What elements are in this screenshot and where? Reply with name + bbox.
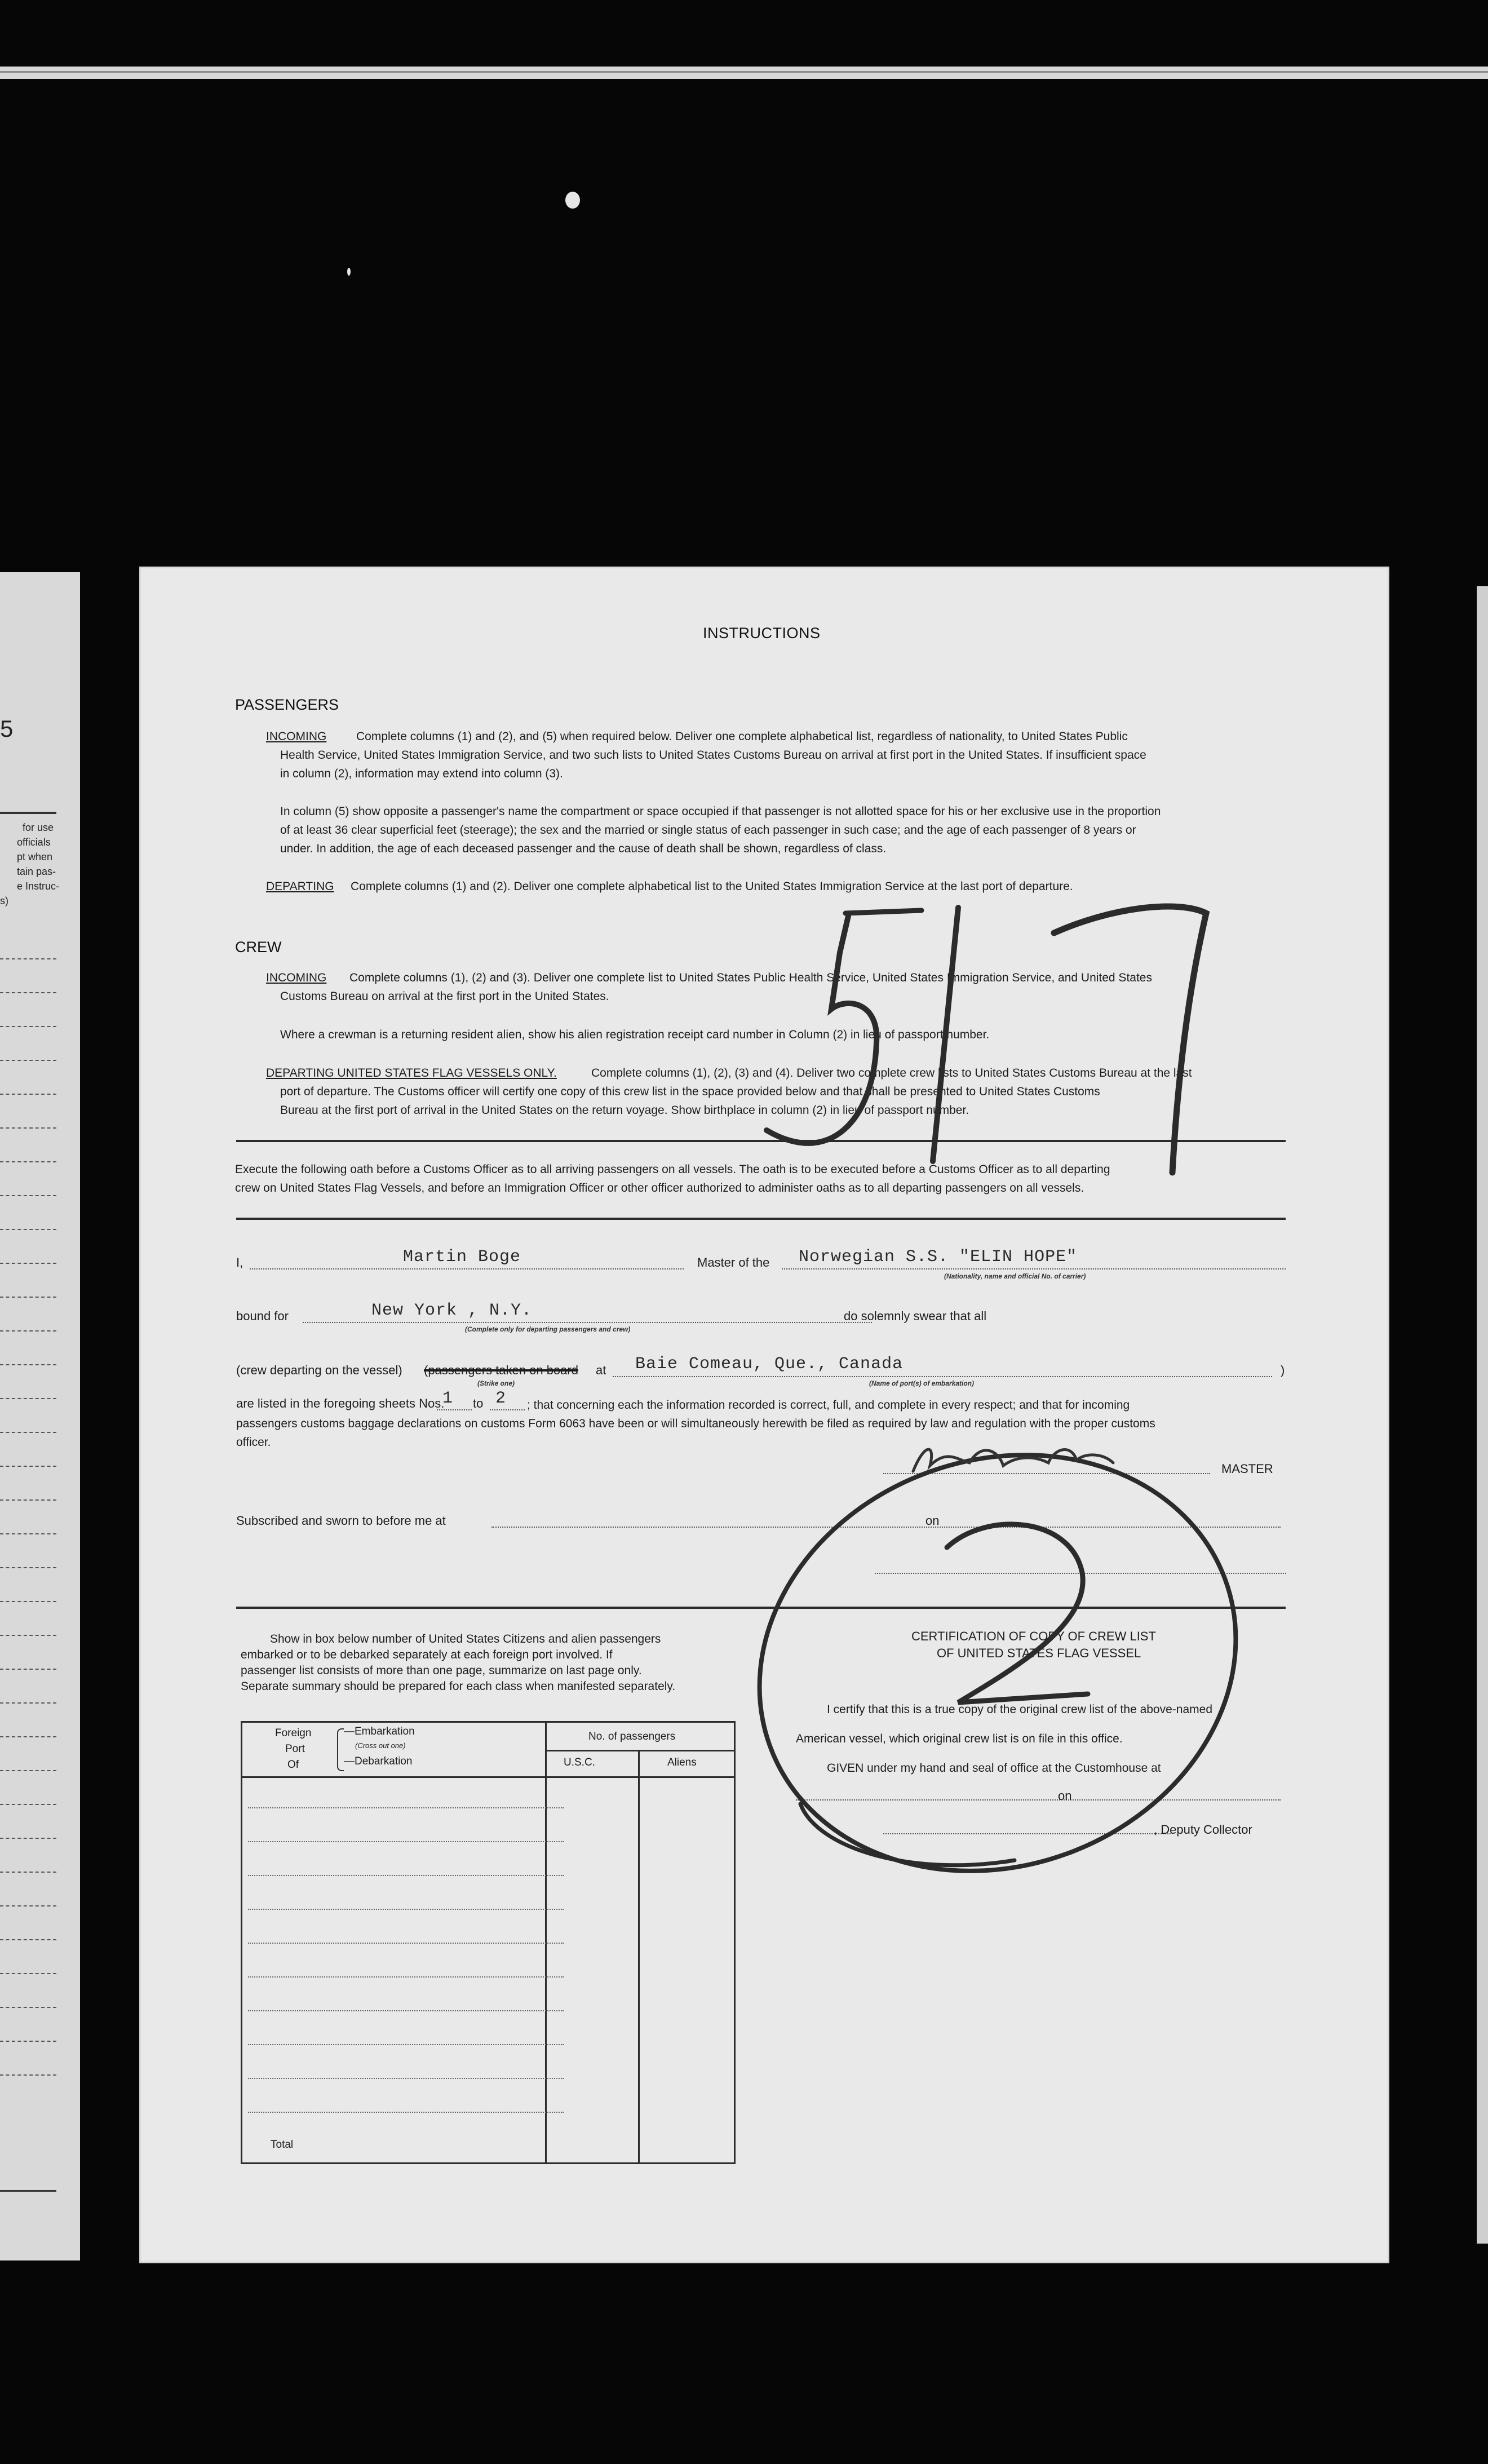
adjacent-left-page [0, 572, 80, 2260]
to-label: to [473, 1396, 484, 1410]
crew-incoming-text: Customs Bureau on arrival at the first port in the United States. [280, 990, 609, 1003]
embarkation-header: —Embarkation [344, 1726, 415, 1737]
adjacent-right-page [1477, 586, 1488, 2244]
table-row [248, 1909, 564, 1910]
left-page-dashes [0, 1364, 56, 1365]
aliens-header: Aliens [667, 1757, 697, 1768]
left-page-dashes [0, 1635, 56, 1636]
oath-instructions: Execute the following oath before a Customs Officer as to all arriving passengers on all vessels. The oath is to be executed before a Customs Officer as to all departing [235, 1163, 1110, 1176]
left-page-dashes [0, 1499, 56, 1501]
left-page-rule [0, 2190, 56, 2192]
passengers-incoming-label: INCOMING [266, 730, 327, 743]
summary-instructions: Separate summary should be prepared for each class when manifested separately. [241, 1680, 676, 1693]
left-page-dashes [0, 1127, 56, 1129]
table-column-divider [638, 1750, 640, 2162]
vessel-name: Norwegian S.S. "ELIN HOPE" [799, 1248, 1078, 1267]
table-row [248, 1841, 564, 1842]
table-row [248, 2044, 564, 2045]
subscribed-line [491, 1527, 1281, 1528]
left-page-dashes [0, 1263, 56, 1264]
left-page-dashes [0, 1229, 56, 1230]
left-page-dashes [0, 1838, 56, 1839]
deputy-collector-label: , Deputy Collector [1154, 1822, 1252, 1837]
crew-departing-text: Complete columns (1), (2), (3) and (4). Deliver two complete crew lists to United States Customs Bureau at the last [591, 1067, 1192, 1080]
certification-title: OF UNITED STATES FLAG VESSEL [937, 1646, 1141, 1660]
left-page-digit: 5 [0, 715, 14, 742]
section-divider [236, 1140, 1286, 1142]
sheet-from: 1 [442, 1389, 454, 1408]
passengers-column5-text: under. In addition, the age of each deceased passenger and the cause of death shall be shown, regardless of class. [280, 842, 887, 855]
at-label: at [596, 1363, 606, 1377]
solemnly-swear-label: do solemnly swear that all [844, 1309, 987, 1323]
left-page-dashes [0, 1601, 56, 1602]
bound-for-value: New York , N.Y. [371, 1301, 533, 1320]
bracket-icon [337, 1728, 344, 1771]
left-page-dashes [0, 1297, 56, 1298]
bound-for-label: bound for [236, 1309, 289, 1323]
sheet-to-line [490, 1409, 525, 1410]
left-page-note: officials [17, 837, 51, 848]
left-page-note: s) [0, 895, 8, 906]
left-page-dashes [0, 1770, 56, 1771]
passengers-heading: PASSENGERS [235, 696, 339, 713]
table-header-bottom [242, 1776, 734, 1778]
left-page-dashes [0, 1432, 56, 1433]
port-of-embarkation: Baie Comeau, Que., Canada [635, 1355, 904, 1374]
passengers-incoming-text: Complete columns (1) and (2), and (5) when required below. Deliver one complete alphabetical list, regardless of nationality, to United States Public [356, 730, 1128, 743]
summary-instructions: Show in box below number of United States Citizens and alien passengers [270, 1633, 661, 1645]
bound-for-line [303, 1322, 872, 1323]
left-page-dashes [0, 1804, 56, 1805]
certification-given: GIVEN under my hand and seal of office at the Customhouse at [827, 1762, 1161, 1775]
total-label: Total [271, 2139, 294, 2151]
left-page-dashes [0, 1026, 56, 1027]
certification-line [796, 1799, 1281, 1801]
crew-departing-text: Bureau at the first port of arrival in the United States on the return voyage. Show birthplace in column (2) in lieu of passport number. [280, 1104, 969, 1117]
on-label: on [925, 1514, 940, 1528]
master-name: Martin Boge [403, 1248, 521, 1267]
crew-incoming-text: Complete columns (1), (2) and (3). Deliver one complete list to United States Public Health Service, United States Immigration Service, and United States [349, 971, 1152, 984]
passenger-summary-table [241, 1721, 736, 2164]
port-header: Port [285, 1743, 305, 1755]
left-page-dashes [0, 1330, 56, 1331]
certification-title: CERTIFICATION OF COPY OF CREW LIST [911, 1629, 1156, 1643]
table-row [248, 2078, 564, 2079]
certification-on-label: on [1058, 1789, 1072, 1803]
left-page-rule [0, 812, 56, 814]
page-title: INSTRUCTIONS [703, 625, 821, 642]
left-page-dashes [0, 1466, 56, 1467]
passengers-column5-text: of at least 36 clear superficial feet (steerage); the sex and the married or single status of each passenger in such case; and the age of each passenger of 8 years or [280, 824, 1136, 837]
left-page-dashes [0, 2041, 56, 2042]
oath-statement: ; that concerning each the information recorded is correct, full, and complete in every respect; and that for incoming [527, 1399, 1130, 1412]
crew-departing-text: port of departure. The Customs officer will certify one copy of this crew list in the space provided below and that shall be presented to United States Customs [280, 1085, 1100, 1098]
left-page-dashes [0, 1567, 56, 1568]
film-top-strip [0, 67, 1488, 79]
certification-text: American vessel, which original crew list is on file in this office. [796, 1732, 1123, 1745]
section-divider [236, 1218, 1286, 1220]
passengers-departing-label: DEPARTING [266, 880, 334, 893]
master-of-label: Master of the [697, 1255, 770, 1269]
left-page-dashes [0, 2007, 56, 2008]
left-page-dashes [0, 1060, 56, 1061]
left-page-dashes [0, 1398, 56, 1399]
table-row [248, 1807, 564, 1808]
left-page-dashes [0, 1702, 56, 1704]
table-row [248, 2010, 564, 2011]
subscribed-label: Subscribed and sworn to before me at [236, 1514, 446, 1528]
left-page-note: for use [23, 822, 54, 833]
summary-instructions: passenger list consists of more than one page, summarize on last page only. [241, 1664, 642, 1677]
crew-incoming-label: INCOMING [266, 971, 327, 984]
master-name-line [250, 1268, 684, 1269]
passengers-column5-text: In column (5) show opposite a passenger's name the compartment or space occupied if that passenger is not allotted space for his or her exclusive use in the proportion [280, 805, 1161, 818]
passengers-incoming-text: Health Service, United States Immigration Service, and two such lists to United States Customs Bureau on arrival at first port in the United States. If insufficient space [280, 749, 1146, 762]
foreign-header: Foreign [275, 1727, 312, 1739]
crew-heading: CREW [235, 939, 282, 955]
port-line [613, 1376, 1272, 1377]
bound-for-note: (Complete only for departing passengers and crew) [465, 1325, 631, 1333]
crew-resident-text: Where a crewman is a returning resident alien, show his alien registration receipt card number in Column (2) in lieu of passport number. [280, 1028, 990, 1041]
deputy-signature-line [883, 1833, 1171, 1834]
oath-instructions: crew on United States Flag Vessels, and before an Immigration Officer or other officer authorized to administer oaths as to all departing passengers on all vessels. [235, 1182, 1084, 1195]
left-page-dashes [0, 1736, 56, 1737]
left-page-dashes [0, 1872, 56, 1873]
passengers-incoming-text: in column (2), information may extend into column (3). [280, 767, 563, 780]
left-page-dashes [0, 1669, 56, 1670]
sheets-label: are listed in the foregoing sheets Nos. [236, 1396, 445, 1410]
left-page-note: e Instruc- [17, 881, 60, 892]
table-row [248, 1976, 564, 1978]
left-page-note: tain pas- [17, 866, 56, 877]
left-page-dashes [0, 1939, 56, 1940]
left-page-dashes [0, 992, 56, 993]
master-label: MASTER [1221, 1462, 1273, 1476]
crew-list-instructions-page [139, 567, 1389, 2263]
vessel-line [782, 1268, 1286, 1269]
vessel-note: (Nationality, name and official No. of carrier) [944, 1272, 1086, 1280]
film-speck [347, 268, 351, 276]
debarkation-header: —Debarkation [344, 1755, 413, 1767]
oath-statement: passengers customs baggage declarations on customs Form 6063 have been or will simultaneously herewith be filed as required by law and regulation with the proper customs [236, 1417, 1155, 1430]
left-page-note: pt when [17, 851, 53, 862]
oath-statement: officer. [236, 1436, 271, 1449]
crew-departing-option: (crew departing on the vessel) [236, 1363, 402, 1377]
sheet-from-line [437, 1409, 472, 1410]
film-top-line [0, 71, 1488, 73]
strike-one-note: (Strike one) [477, 1379, 515, 1387]
closing-paren: ) [1281, 1363, 1285, 1377]
section-divider [236, 1607, 1286, 1609]
left-page-dashes [0, 1094, 56, 1095]
table-row [248, 2112, 564, 2113]
officer-signature-line [875, 1573, 1286, 1574]
cross-out-note: (Cross out one) [355, 1741, 406, 1750]
table-row [248, 1875, 564, 1876]
left-page-dashes [0, 1905, 56, 1906]
usc-header: U.S.C. [564, 1757, 595, 1768]
left-page-dashes [0, 1161, 56, 1162]
table-row [248, 1943, 564, 1944]
left-page-dashes [0, 1195, 56, 1196]
crew-departing-label: DEPARTING UNITED STATES FLAG VESSELS ONLY. [266, 1067, 557, 1080]
sheet-to: 2 [495, 1389, 507, 1408]
left-page-dashes [0, 2074, 56, 2076]
port-note: (Name of port(s) of embarkation) [869, 1379, 975, 1387]
left-page-dashes [0, 1533, 56, 1534]
left-page-dashes [0, 1973, 56, 1974]
certification-text: I certify that this is a true copy of the original crew list of the above-named [827, 1703, 1212, 1716]
master-signature-line [883, 1473, 1210, 1474]
passengers-departing-text: Complete columns (1) and (2). Deliver one complete alphabetical list to the United States Immigration Service at the last port of departure. [351, 880, 1073, 893]
summary-instructions: embarked or to be debarked separately at each foreign port involved. If [241, 1648, 613, 1661]
film-speck [565, 192, 580, 209]
of-header: Of [287, 1759, 299, 1771]
left-page-dashes [0, 958, 56, 959]
passengers-option-struck: (passengers taken on board [424, 1363, 578, 1377]
oath-i-label: I, [236, 1255, 243, 1269]
no-passengers-header: No. of passengers [588, 1731, 676, 1742]
